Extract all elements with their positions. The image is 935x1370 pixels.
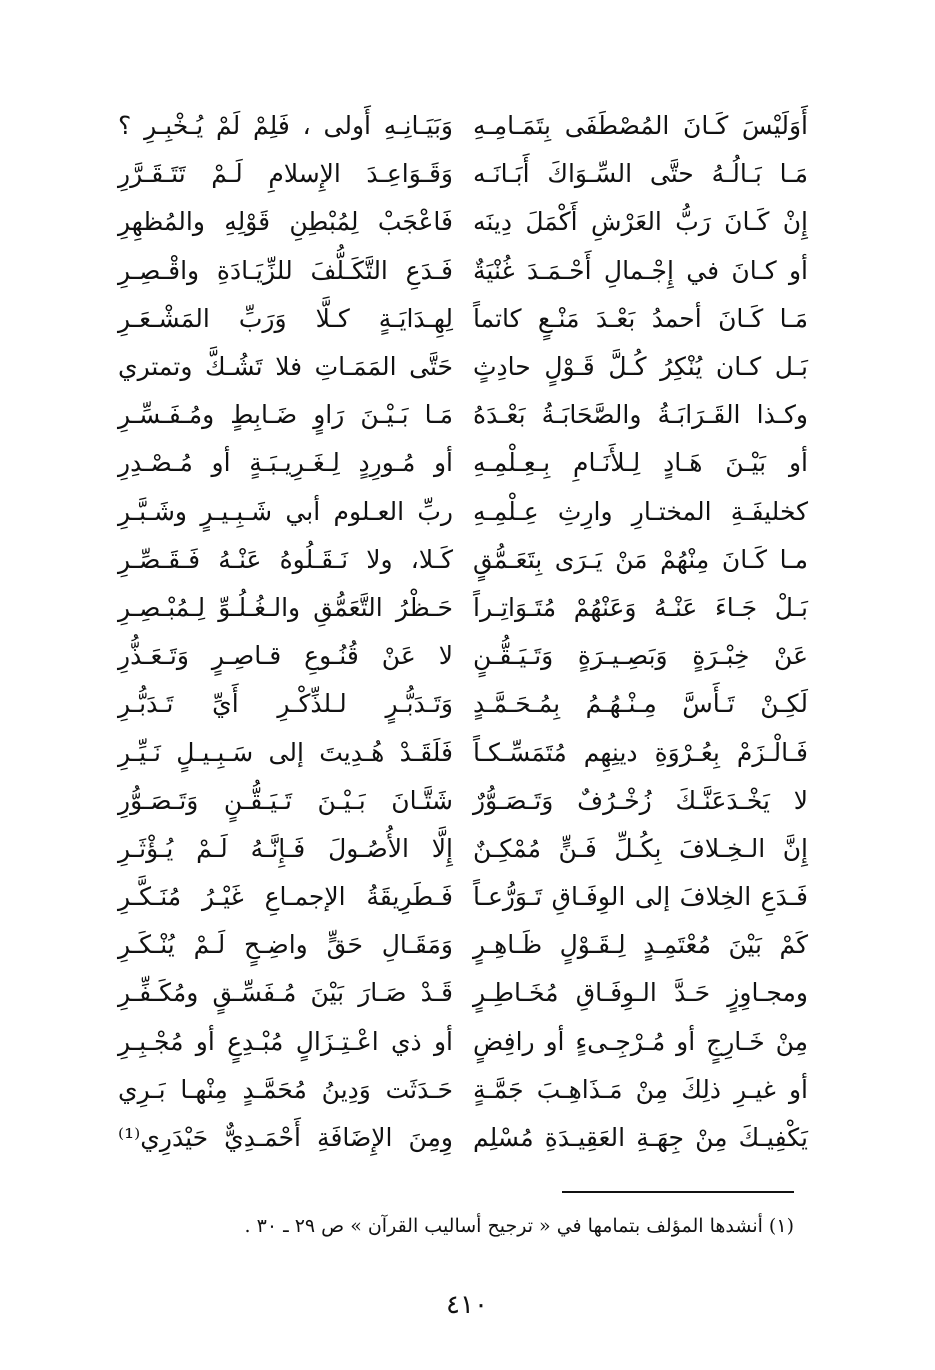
first-hemistich: مِنْ خَـارِجٍ أو مُـرْجِـىءٍ أو رافِضٍ (473, 1026, 808, 1056)
first-hemistich: مَـا كَـانَ أحمدُ بَعْـدَ مَنْـعٍ كاتماً (473, 303, 808, 333)
verse-line (118, 873, 808, 921)
second-hemistich: حَـدَثَت وَدِينُ مُحَمَّـدٍ مِنْهـا بَـرِي (118, 1074, 453, 1104)
second-hemistich: حَـظْرُ التَّعَمُّقِ والـغُـلُـوِّ لِـمُبْـصِـرِ (118, 592, 453, 622)
second-hemistich: شَتَّـانَ بَـيْـنَ تَـيَـقُّـنٍ وَتَـصَـوُّرِ (118, 785, 453, 815)
first-hemistich: كخليفَـةِ المختـارِ وارِثِ عِـلْمِـهِ (473, 496, 808, 526)
second-hemistich: فَاعْجَبْ لِمُبْطِنِ قَوْلِهِ والمُظهِرِ (118, 207, 453, 237)
verse-line (118, 295, 808, 343)
verse-line (118, 247, 808, 295)
second-hemistich: مَـا بَـيْـنَ رَاوٍ ضَـابِطٍ ومُـفَـسِّـرِ (118, 400, 453, 430)
verse-line (118, 198, 808, 246)
footnote: (١) أنشدها المؤلف بتمامها في « ترجيح أساليب القرآن » ص ٢٩ ـ ٣٠ . (244, 1215, 794, 1237)
first-hemistich: وكـذا القَـرَابَـةُ والصَّحَابَـةُ بَعْـدَهُ (473, 400, 808, 430)
first-hemistich: أَوَلَيْسَ كَـانَ المُصْطَفَى بِتَمَـامِـهِ (473, 111, 808, 141)
first-hemistich: مَـا بَـالُـهُ حتَّى السِّـوَاكَ أَبَـانَـه (473, 159, 808, 189)
verse-line (118, 536, 808, 584)
first-hemistich: إِنْ كَـانَ رَبُّ العَرْشِ أَكْمَلَ دِينَه (473, 207, 808, 237)
verse-line (118, 728, 808, 776)
second-hemistich: وَمَقَـالِ حَقٍّ واضِـحٍ لَـمْ يُنْـكَـرِ (118, 930, 453, 960)
first-hemistich: لا يَخْـدَعَنَّـكَ زُخْـرُفٌ وَتَـصَـوُّرٌ (473, 785, 808, 815)
verse-line (118, 488, 808, 536)
verse-line (118, 391, 808, 439)
second-hemistich: وَقَـوَاعِـدَ الإِسلامِ لَـمْ تَتَـقَـرَّرِ (118, 159, 453, 189)
second-hemistich: أو مُـورِدٍ لِـغَـرِيـبَـةٍ أو مُـصْـدِرِ (118, 448, 453, 478)
second-hemistich: فَـطَرِيقَةُ الإجمـاعِ غَيْـرُ مُنَـكَّـرِ (118, 882, 453, 912)
verse-line (118, 632, 808, 680)
second-hemistich: قَـدْ صَـارَ بَيْنَ مُـفَسِّـقٍ ومُكَـفِّـرِ (118, 978, 453, 1008)
page-number: ٤١٠ (446, 1290, 488, 1320)
first-hemistich: كَمْ بَيْنَ مُعْتَمِـدٍ لِـقَـوْلٍ ظَـاهِـرٍ (473, 930, 808, 960)
verse-line (118, 439, 808, 487)
verse-line (118, 825, 808, 873)
second-hemistich: حَتَّى المَمَـاتِ فلا تَشُـكَّ وتمتري (118, 352, 453, 382)
verse-line (118, 777, 808, 825)
second-hemistich: وَتَـدَبُّـرٍ لـلذِّكْـرِ أَيِّ تَـدَبُّـرِ (118, 689, 453, 719)
first-hemistich: أو كـانَ في إِجْـمالِ أَحْـمَـدَ غُنْيَةٌ (473, 255, 808, 285)
first-hemistich: بَـل كـان يُنْكِرُ كُـلَّ قَـوْلٍ حادِثٍ (473, 352, 808, 382)
first-hemistich: بَـلْ جَـاءَ عَنْـهُ وَعَنْهُمْ مُتَـوَاتِـراً (473, 592, 808, 622)
verse-line (118, 102, 808, 150)
poem (118, 102, 808, 1162)
verse-line (118, 1018, 808, 1066)
footnote-separator (562, 1191, 794, 1193)
second-hemistich: إِلَّا الأُصُـولَ فَـإِنَّـهُ لَـمْ يُـؤْثَـرِ (118, 833, 453, 863)
second-hemistich: كَـلا، ولا نَـقَـلُوهُ عَنْـهُ فَـقَـصِّـرِ (118, 544, 453, 574)
second-hemistich: أو ذي اعْـتِـزَالٍ مُبْـدِعٍ أو مُجْـبِـرِ (118, 1026, 453, 1056)
first-hemistich: أو غيـرِ ذلِكَ مِنْ مَـذَاهِـبَ جَمَّـةٍ (473, 1074, 808, 1104)
second-hemistich: فَلَقَـدْ هُـدِيتَ إلى سَـبِـيـلٍ نَـيِّـرِ (118, 737, 453, 767)
second-hemistich: ربِّ العـلوم أبي شَـبِـيـرٍ وشَـبَّـرِ (118, 496, 453, 526)
verse-line (118, 343, 808, 391)
first-hemistich: أو بَيْـنَ هَـادٍ لِـلأَنَـامِ بِـعِـلْمِـهِ (473, 448, 808, 478)
first-hemistich: ومجـاوِزٍ حَـدَّ الـوِفَـاقِ مُخَـاطِـرٍ (473, 978, 808, 1008)
first-hemistich: فَـالْـزَمْ بِعُـرْوَةِ دينِهِم مُتَمَسِّـكـاً (473, 737, 808, 767)
first-hemistich: فَـدَعِ الخِلافَ إلى الوِفَـاقِ تَـوَرُّعـاً (473, 882, 808, 912)
first-hemistich: إِنَّ الـخِـلافَ بِكُـلِّ فَـنٍّ مُمْكِـنٌ (473, 833, 808, 863)
second-hemistich: وِمِنَ الإِضَافَةِ أَحْمَـدِيٌّ حَيْدَرِي⁽¹⁾ (118, 1123, 453, 1153)
second-hemistich: لا عَنْ قُنُـوعِ قـاصِـرٍ وَتَـعَـذُّرِ (118, 641, 453, 671)
second-hemistich: فَـدَعِ التَّكَـلُّفَ للزِّيَـادَةِ واقْـصِـرِ (118, 255, 453, 285)
second-hemistich: وَبَيَـانِـهِ أَولى ، فَلِمْ لَمْ يُـخْبِـرِ ؟ (118, 111, 453, 141)
second-hemistich: لِهِـدَايَـةٍ كـلَّا وَرَبِّ المَشْـعَـرِ (118, 303, 453, 333)
verse-line (118, 150, 808, 198)
verse-line (118, 921, 808, 969)
verse-line (118, 969, 808, 1017)
verse-line (118, 1066, 808, 1114)
first-hemistich: عَنْ خِبْـرَةٍ وَبَصِـيـرَةٍ وَتَـيَـقُّـنٍ (473, 641, 808, 671)
verse-line (118, 584, 808, 632)
first-hemistich: يَكْفِيـكَ مِنْ جِهَـةِ العَقِيـدَةِ مُسْلِم (473, 1123, 808, 1153)
verse-line (118, 680, 808, 728)
verse-line (118, 1114, 808, 1162)
first-hemistich: لَكِـنْ تَـأَسَّ مِـنْـهُـمُ بِمُـحَـمَّـدٍ (473, 689, 808, 719)
first-hemistich: مـا كَـانَ مِنْهُمْ مَنْ يَـرَى بِتَعَـمُّقٍ (473, 544, 808, 574)
